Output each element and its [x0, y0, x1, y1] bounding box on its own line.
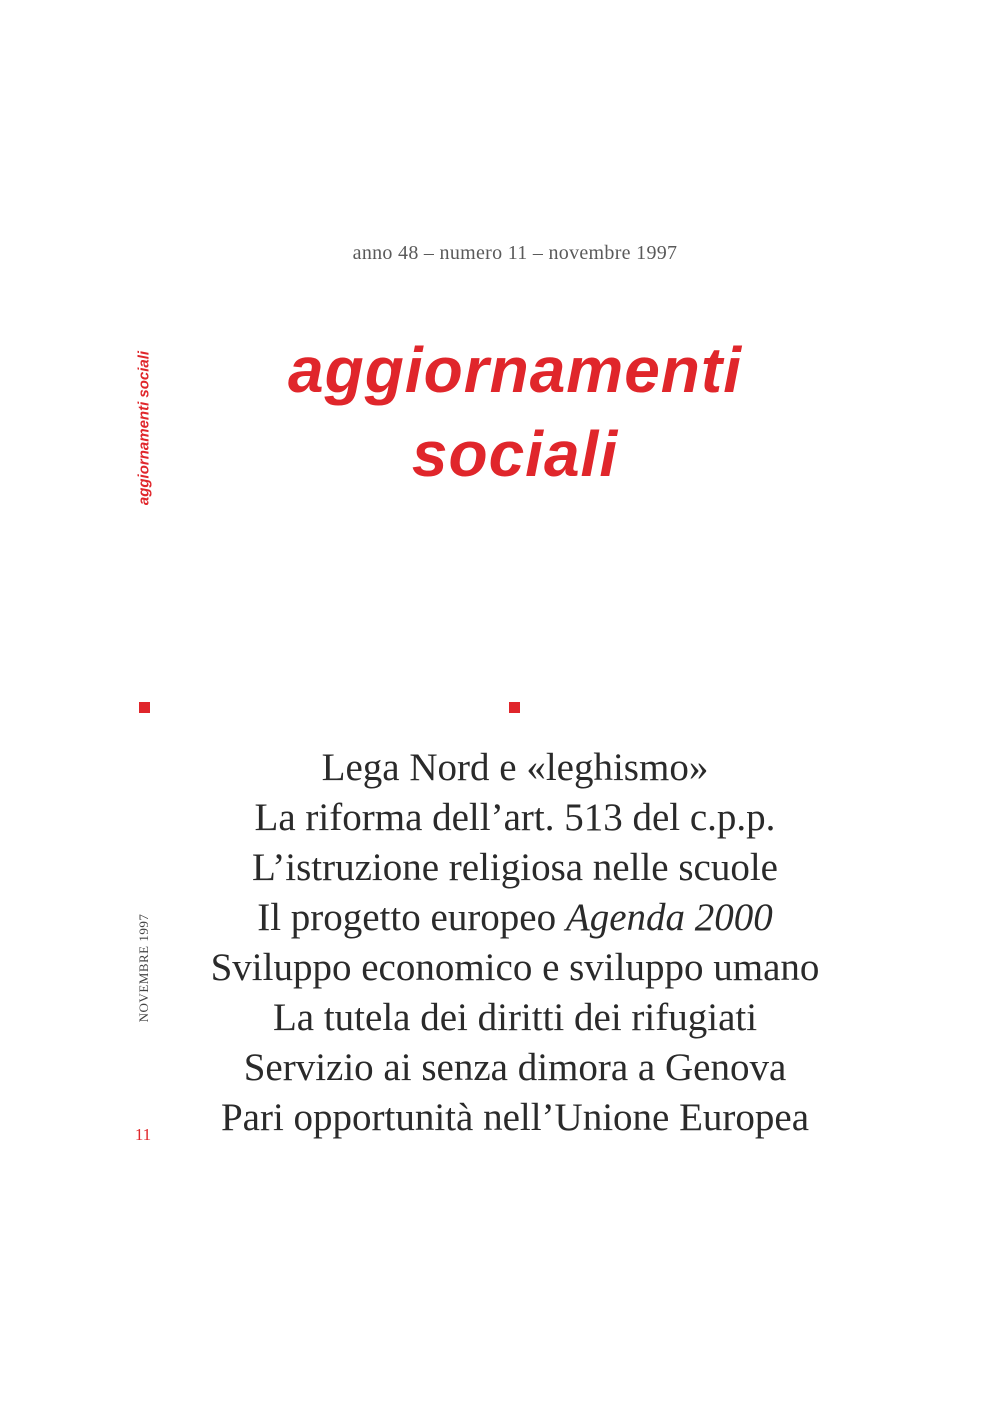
contents-item [160, 893, 870, 943]
contents-item-text: Servizio ai senza dimora a Genova [243, 1046, 787, 1089]
contents-item-text: Il progetto europeo [257, 896, 566, 939]
contents-item [160, 843, 870, 893]
contents-list [160, 743, 870, 1143]
contents-item [160, 1093, 870, 1143]
spine-issue-number: 11 [134, 1125, 152, 1144]
contents-item-italic: Agenda 2000 [565, 896, 773, 939]
contents-item [160, 993, 870, 1043]
contents-item-text: Lega Nord e «leghismo» [321, 746, 709, 789]
spine-title: aggiornamenti sociali [135, 350, 153, 506]
contents-item-text: La tutela dei diritti dei rifugiati [272, 996, 758, 1039]
red-square-marker-center [509, 702, 520, 713]
contents-item-text: Pari opportunità nell’Unione Europea [220, 1096, 810, 1139]
spine-date: NOVEMBRE 1997 [136, 913, 151, 1023]
masthead-title-line2: sociali [411, 418, 619, 490]
contents-item [160, 1043, 870, 1093]
red-square-marker-left [139, 702, 150, 713]
contents-item-text: La riforma dell’art. 513 del c.p.p. [254, 796, 776, 839]
masthead-title-line1: aggiornamenti [288, 334, 742, 406]
contents-item [160, 743, 870, 793]
contents-item-text: Sviluppo economico e sviluppo umano [210, 946, 820, 989]
contents-item [160, 943, 870, 993]
issue-info: anno 48 – numero 11 – novembre 1997 [352, 242, 678, 264]
contents-item-text: L’istruzione religiosa nelle scuole [252, 846, 778, 889]
contents-item [160, 793, 870, 843]
